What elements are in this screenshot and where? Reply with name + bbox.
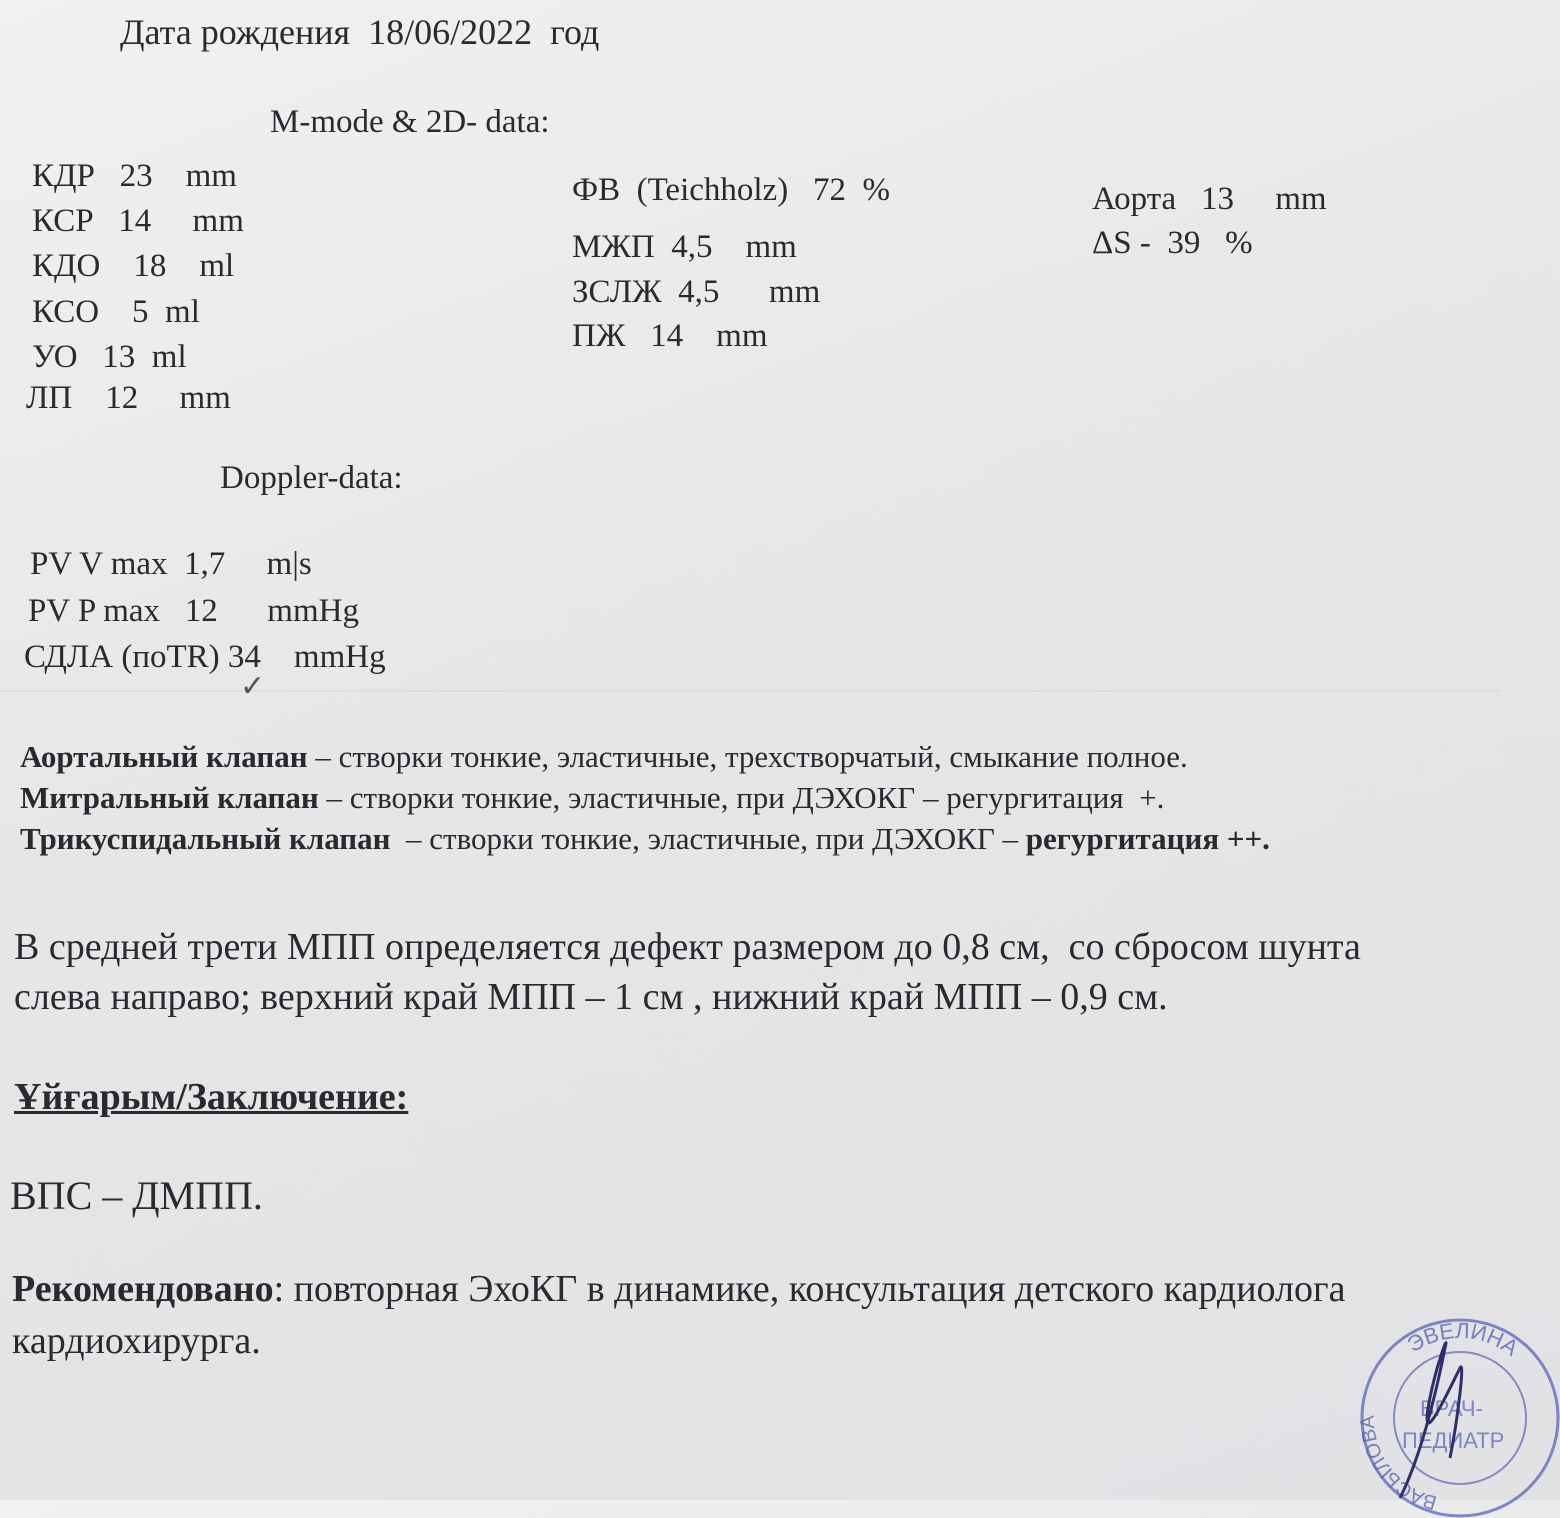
doctor-stamp bbox=[1350, 1308, 1560, 1518]
recommendation-text: : повторная ЭхоКГ в динамике, консультация детского кардиолога bbox=[273, 1268, 1346, 1310]
valve-desc: – створки тонкие, эластичные, при ДЭХОКГ – bbox=[390, 821, 1026, 856]
mmode-middle-row: ФВ (Teichholz) 72 % bbox=[572, 172, 890, 208]
recommendation-line2: кардиохирурга. bbox=[12, 1320, 261, 1362]
mmode-left-row: КСО 5 ml bbox=[32, 294, 200, 330]
valve-name: Трикуспидальный клапан bbox=[20, 821, 391, 856]
valve-name: Митральный клапан bbox=[20, 780, 319, 815]
stamp-center-line: ВРАЧ- bbox=[1420, 1396, 1483, 1421]
conclusion-title: Ұйғарым/Заключение: bbox=[14, 1076, 409, 1118]
doppler-row: PV V max 1,7 m|s bbox=[30, 546, 312, 582]
doppler-row: PV P max 12 mmHg bbox=[28, 593, 359, 629]
valve-desc: – створки тонкие, эластичные, трехстворчатый, смыкание полное. bbox=[307, 739, 1188, 774]
valve-mitral bbox=[20, 782, 1164, 813]
recommendation-line bbox=[12, 1270, 1345, 1308]
valve-tail: регургитация ++. bbox=[1025, 821, 1270, 856]
mmode-left-row: УО 13 ml bbox=[32, 339, 187, 375]
stamp-ring-text-left-path: ВАСЫЛОВА bbox=[1356, 1414, 1440, 1514]
findings-line: В средней трети МПП определяется дефект размером до 0,8 см, со сбросом шунта bbox=[14, 926, 1361, 968]
mmode-left-row: КСР 14 mm bbox=[32, 203, 244, 239]
paper-fold bbox=[0, 690, 1500, 692]
valve-name: Аортальный клапан bbox=[20, 739, 308, 774]
valve-desc: – створки тонкие, эластичные, при ДЭХОКГ – регургитация +. bbox=[318, 780, 1165, 815]
recommendation-label: Рекомендовано bbox=[12, 1268, 274, 1310]
mmode-middle-row: ПЖ 14 mm bbox=[572, 318, 768, 354]
stamp-ring-text bbox=[1403, 1318, 1524, 1361]
stamp-ring-text-path: ЭВЕЛИНА bbox=[1402, 1317, 1524, 1361]
mmode-section-title: M-mode & 2D- data: bbox=[270, 104, 550, 140]
doppler-section-title: Doppler-data: bbox=[220, 460, 403, 496]
mmode-middle-row: ЗСЛЖ 4,5 mm bbox=[572, 274, 821, 310]
valve-tricuspid bbox=[20, 823, 1270, 854]
mmode-left-row: КДО 18 ml bbox=[32, 248, 235, 284]
mmode-right-row: Аорта 13 mm bbox=[1092, 181, 1327, 217]
findings-line: слева направо; верхний край МПП – 1 см , нижний край МПП – 0,9 см. bbox=[14, 976, 1168, 1018]
mmode-left-row: КДР 23 mm bbox=[32, 158, 237, 194]
stamp-center-line: ПЕДИАТР bbox=[1402, 1428, 1505, 1453]
date-of-birth: Дата рождения 18/06/2022 год bbox=[120, 12, 600, 52]
valve-aortic bbox=[20, 741, 1188, 772]
mmode-right-row: ΔS - 39 % bbox=[1092, 225, 1253, 261]
doppler-row: СДЛА (поTR) 34 mmHg bbox=[24, 639, 386, 675]
diagnosis: ВПС – ДМПП. bbox=[10, 1173, 263, 1218]
pen-tick-mark: ✓ bbox=[240, 670, 266, 703]
mmode-middle-row: МЖП 4,5 mm bbox=[572, 229, 797, 265]
mmode-left-row: ЛП 12 mm bbox=[26, 380, 231, 416]
